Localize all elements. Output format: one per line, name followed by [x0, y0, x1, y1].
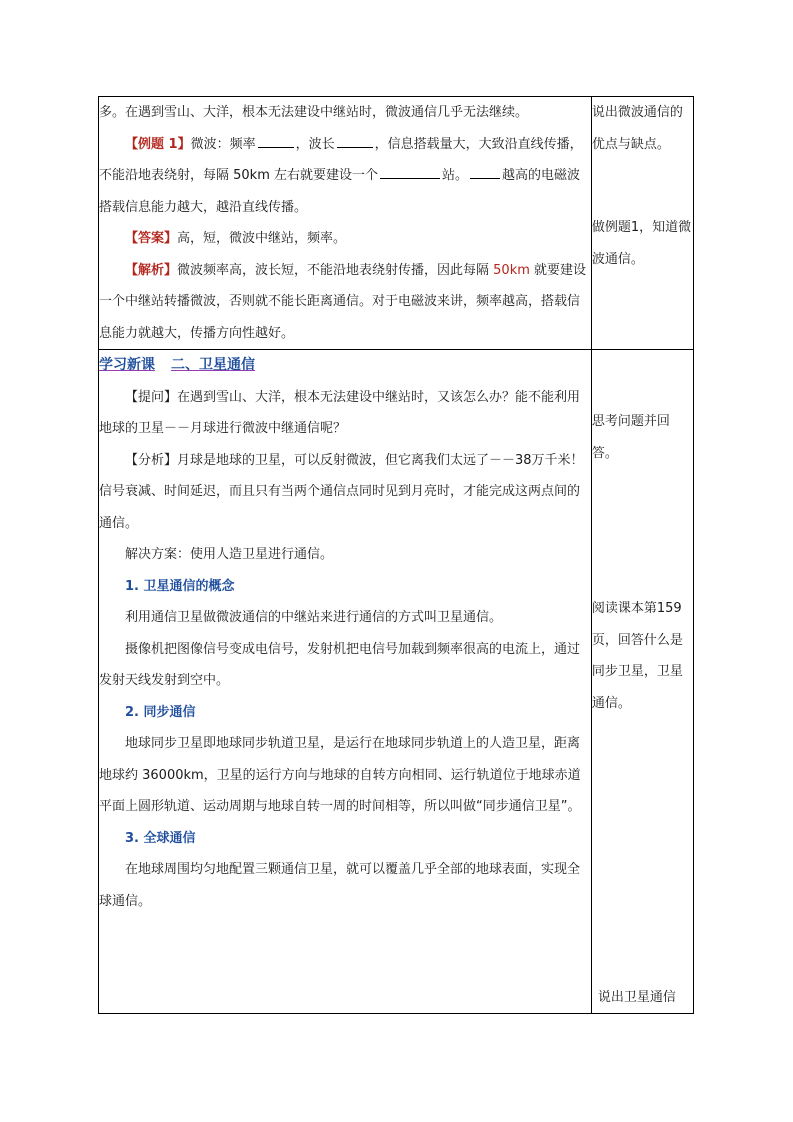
section-header: 学习新课 二、卫星通信 — [99, 357, 255, 373]
table-row — [99, 350, 694, 1014]
activity-note: 说出卫星通信 — [597, 989, 676, 1005]
lesson-table — [98, 96, 694, 1014]
content-cell — [99, 350, 592, 1014]
activity-note: 思考问题并回答。 — [591, 414, 670, 461]
analysis-paragraph: 【分析】月球是地球的卫星，可以反射微波，但它离我们太远了－－38万千米！信号衰减、时间延迟，而且只有当两个通信点同时见到月亮时，才能完成这两点间的通信。 — [99, 452, 584, 531]
subsection-title: 2. 同步通信 — [125, 704, 196, 720]
body-text: 在地球周围均匀地配置三颗通信卫星，就可以覆盖几乎全部的地球表面，实现全球通信。 — [99, 862, 581, 909]
content-cell — [99, 97, 592, 350]
subsection-title: 3. 全球通信 — [125, 830, 196, 846]
solution-text: 解决方案：使用人造卫星进行通信。 — [125, 547, 334, 562]
intro-text: 多。在遇到雪山、大洋，根本无法建设中继站时，微波通信几乎无法继续。 — [99, 105, 529, 120]
table-row — [99, 97, 694, 350]
body-text: 地球同步卫星即地球同步轨道卫星，是运行在地球同步轨道上的人造卫星，距离地球约 36000km，卫星的运行方向与地球的自转方向相同、运行轨道位于地球赤道平面上圆形轨道、运动周期与地球自转一周的时间相等，所以叫做“同步通信卫星”。 — [99, 736, 581, 814]
question-paragraph: 【提问】在遇到雪山、大洋，根本无法建设中继站时，又该怎么办？能不能利用地球的卫星－－月球进行微波中继通信呢？ — [99, 389, 581, 436]
body-text: 摄像机把图像信号变成电信号，发射机把电信号加载到频率很高的电流上，通过发射天线发射到空中。 — [99, 641, 581, 688]
analysis-paragraph: 【解析】微波频率高，波长短，不能沿地表绕射传播，因此每隔 50km 就要建设一个中继站转播微波，否则就不能长距离通信。对于电磁波来讲，频率越高，搭载信息能力就越大，传播方向性越好。 — [99, 262, 587, 341]
body-text: 利用通信卫星做微波通信的中继站来进行通信的方式叫卫星通信。 — [125, 610, 503, 625]
activity-cell — [591, 97, 693, 350]
activity-note: 阅读课本第159页，回答什么是同步卫星，卫星通信。 — [591, 601, 683, 711]
activity-note: 做例题1，知道微波通信。 — [591, 220, 692, 267]
answer-blank — [470, 165, 500, 179]
example-paragraph: 【例题 1】微波：频率 ，波长 ，信息搭载量大，大致沿直线传播，不能沿地表绕射，每隔 50km 左右就要建设一个 站。 越高的电磁波搭载信息能力越大，越沿直线传播。 — [99, 129, 591, 224]
activity-note: 说出微波通信的优点与缺点。 — [591, 105, 683, 152]
answer-blank — [258, 134, 294, 148]
answer-blank — [337, 134, 373, 148]
answer-blank — [380, 165, 440, 179]
subsection-title: 1. 卫星通信的概念 — [125, 578, 235, 594]
activity-cell — [591, 350, 693, 1014]
answer-paragraph: 【答案】高，短，微波中继站，频率。 — [125, 231, 347, 246]
